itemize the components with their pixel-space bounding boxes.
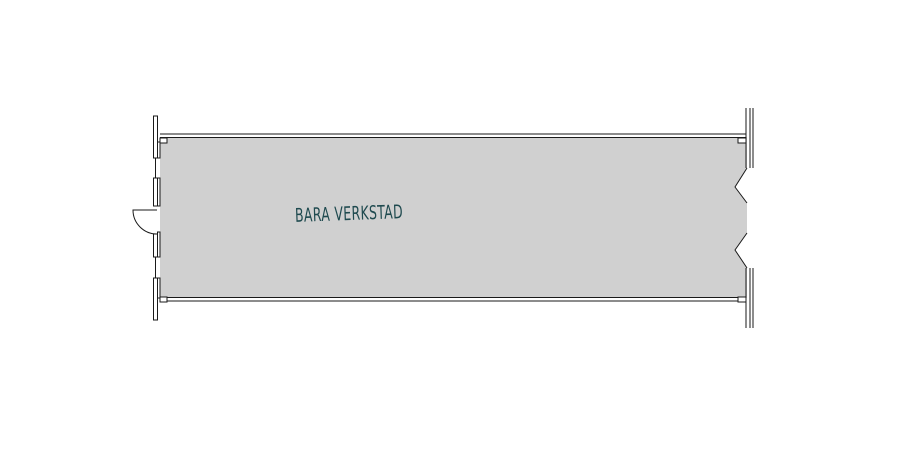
top-wall	[160, 134, 746, 138]
bottom-wall	[160, 298, 746, 302]
room-floor	[160, 137, 747, 298]
left-door	[133, 210, 157, 234]
room-label: BARA VERKSTAD	[294, 199, 444, 227]
